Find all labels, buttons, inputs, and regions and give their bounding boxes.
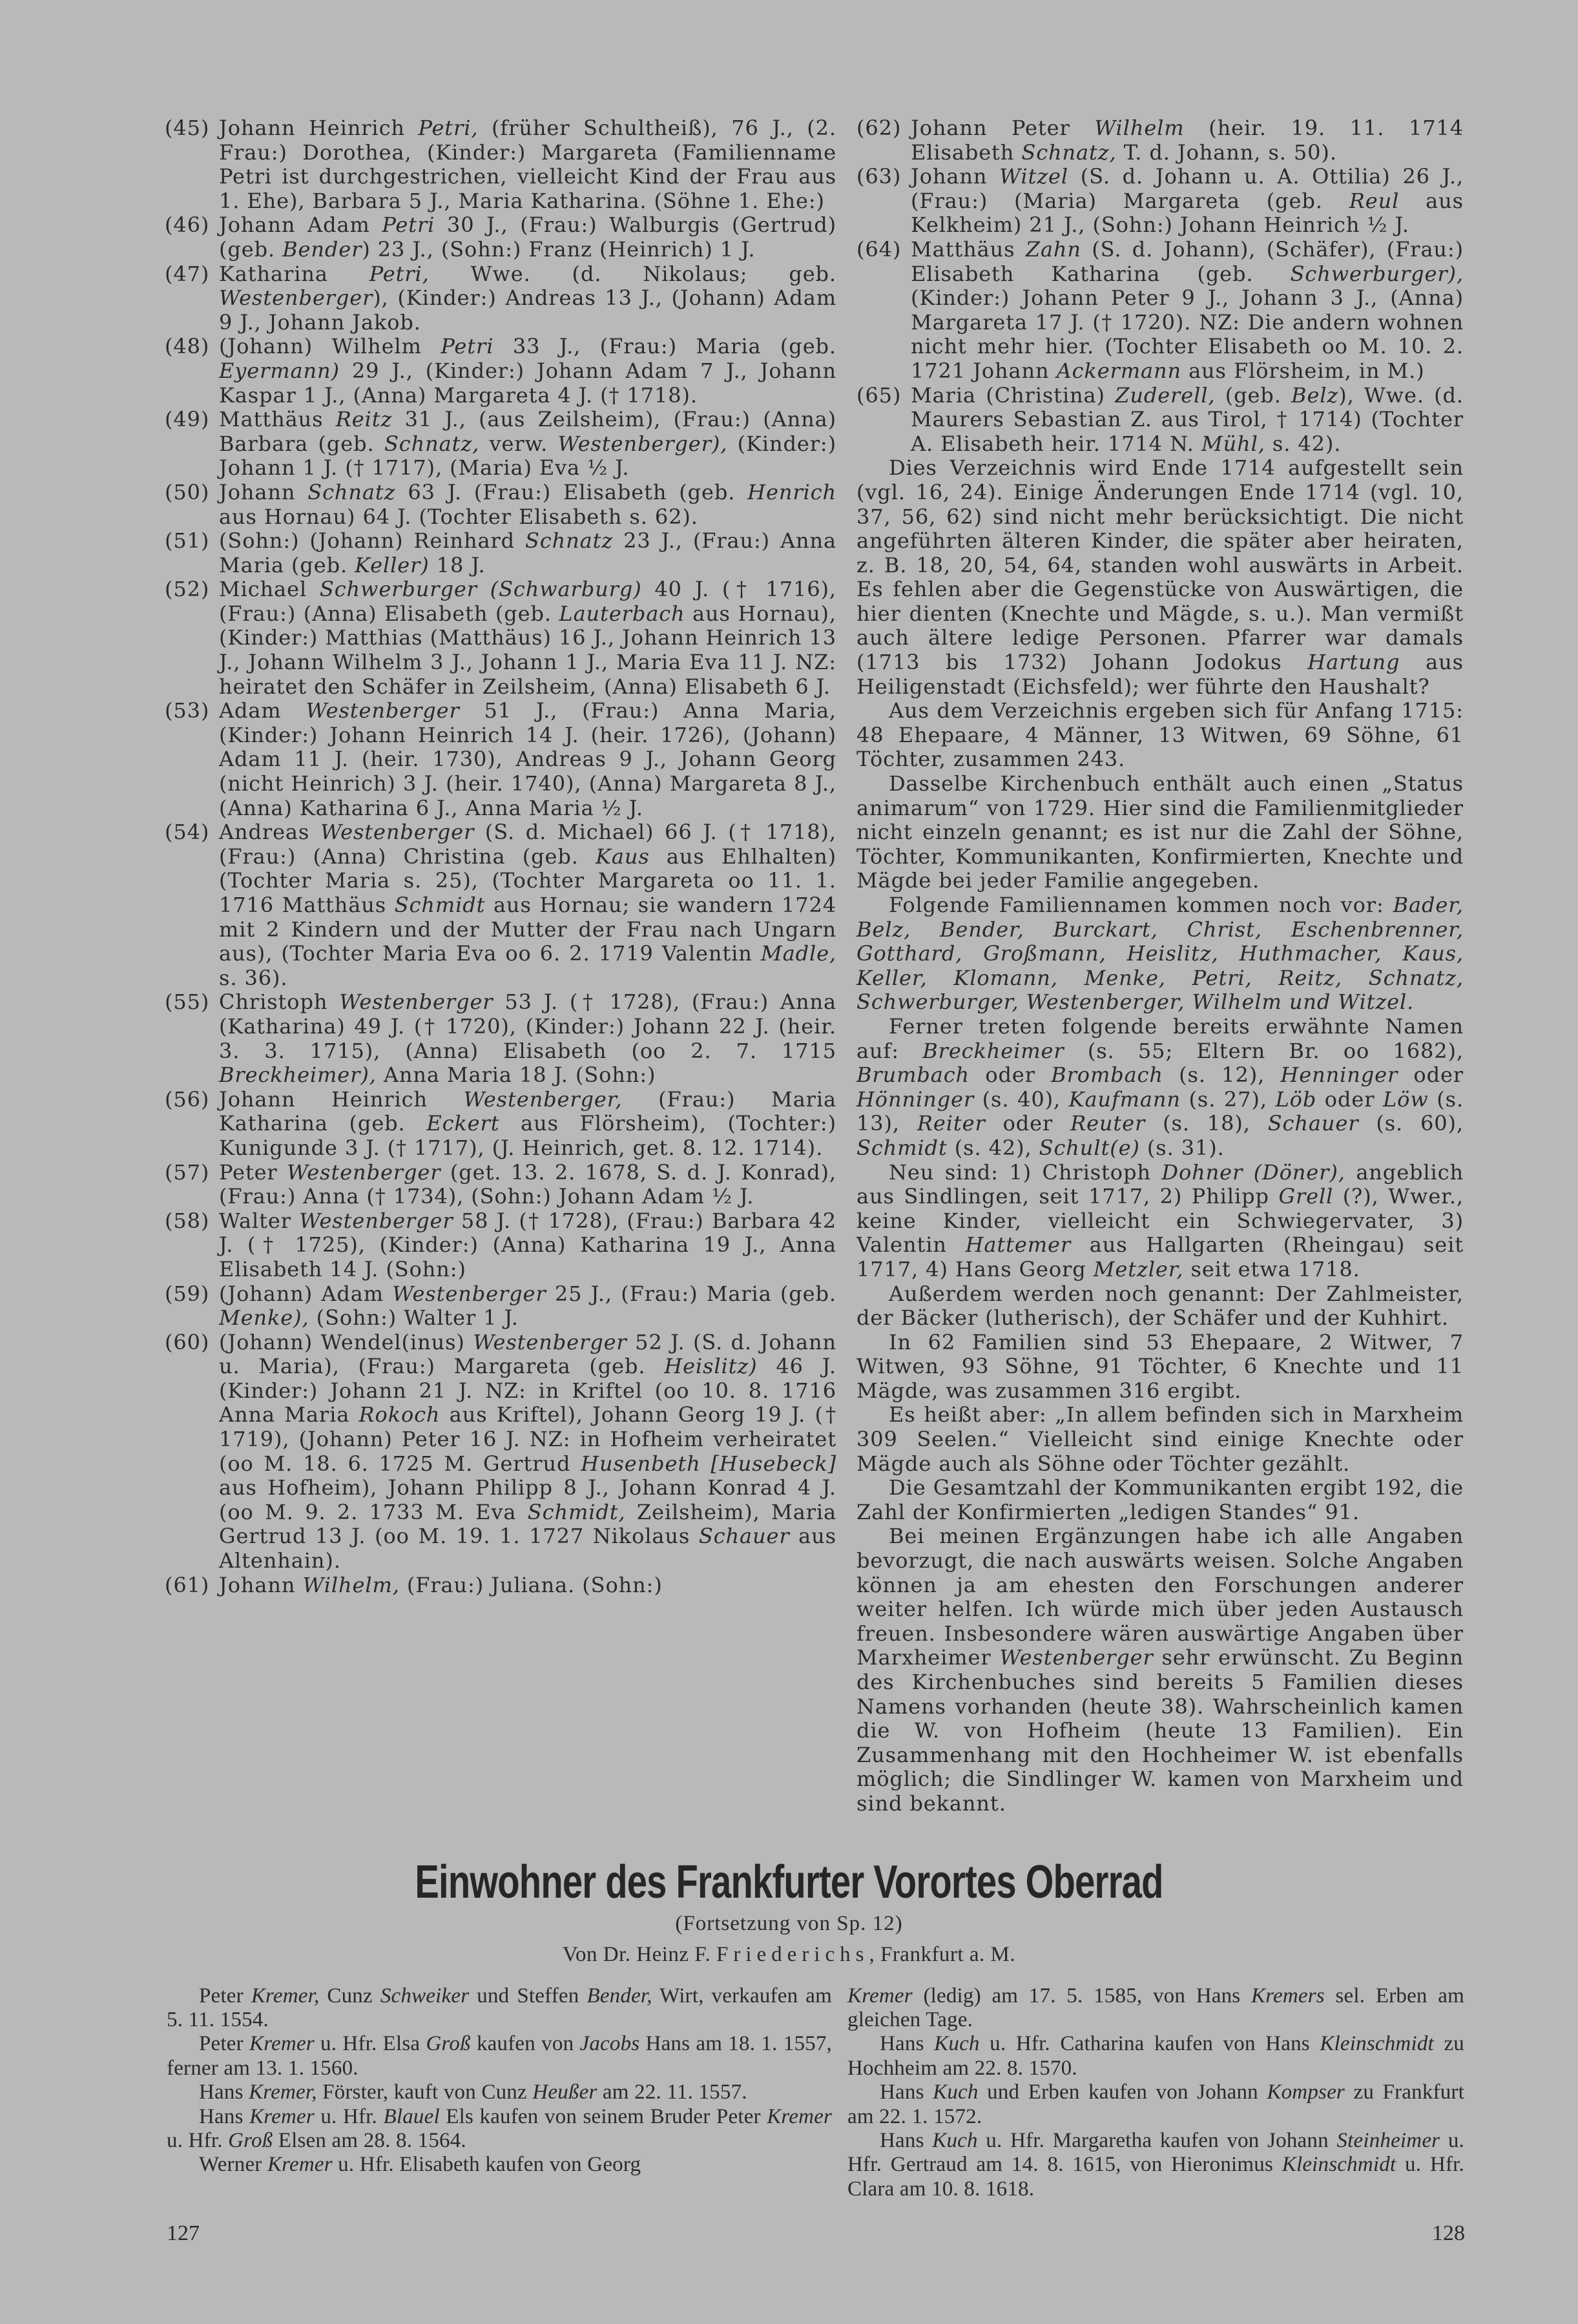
surname: Schult(e) <box>1039 1135 1140 1160</box>
surname: Mühl, <box>1201 431 1265 456</box>
surname: Löw <box>1383 1086 1429 1112</box>
text-run: Johann Peter <box>911 116 1095 140</box>
entry-number: (64) <box>856 236 902 262</box>
surname: Groß <box>426 2032 471 2056</box>
surname: Zuderell, <box>1115 382 1216 408</box>
text-run: Maria (Christina) <box>911 382 1116 408</box>
surname: Westenberger <box>320 820 475 845</box>
register-entry <box>165 116 836 213</box>
text-run: u. Hfr. Elisabeth kaufen von Georg <box>332 2153 641 2177</box>
text-run: Neu sind: 1) Christoph <box>889 1159 1162 1185</box>
author-name: Friederichs <box>716 1942 869 1966</box>
entry-number: (53) <box>165 698 210 723</box>
text-run: (s. 31). <box>1139 1135 1225 1160</box>
text-run: Hans <box>880 2080 933 2104</box>
paragraph <box>847 2080 1464 2129</box>
text-run: am 22. 11. 1557. <box>597 2080 747 2104</box>
page-number-right: 128 <box>1432 2221 1465 2246</box>
text-run: aus Kelkheim) 21 J., (Sohn:) Johann Heinrich ½ J. <box>911 188 1464 238</box>
text-run: Dasselbe Kirchenbuch enthält auch einen „Status animarum“ von 1729. Hier sind die Familienmitglieder nicht einzeln genannt; es ist nur die Zahl der Söhne, Töchter, Kommunikanten, Konfirmierten, Knechte und Mägde bei jeder Familie angegeben. <box>856 771 1464 893</box>
surname: Kremer, <box>249 2080 317 2104</box>
text-run: u. Hfr. Catharina kaufen von Hans <box>979 2032 1320 2056</box>
text-run: 40 J. († 1716), (Frau:) (Anna) Elisabeth (geb. <box>219 577 837 626</box>
text-run: aus Flörsheim), (Tochter:) Kunigunde 3 J. († 1717), (J. Heinrich, get. 8. 12. 1714). <box>219 1111 836 1160</box>
entry-number: (62) <box>856 116 902 140</box>
surname: Kremer <box>249 2032 315 2056</box>
text-run: Zeilsheim), Maria Gertrud 13 J. (oo M. 19. 1. 1727 Nikolaus <box>219 1499 837 1549</box>
text-run: Michael <box>219 577 320 602</box>
surname: Henrich <box>747 479 836 504</box>
surname: Wilhelm, <box>302 1572 400 1597</box>
register-entry <box>165 577 836 699</box>
text-run: 18 J. <box>429 552 486 577</box>
entry-number: (51) <box>165 528 210 554</box>
surname: Groß <box>228 2129 273 2152</box>
text-run: Förster, kauft von Cunz <box>317 2080 533 2104</box>
article-author <box>0 1942 1578 1967</box>
text-run: (Johann) Wendel(inus) <box>219 1329 473 1354</box>
surname: Schmidt <box>856 1135 948 1160</box>
surname: Westenberger <box>999 1645 1154 1670</box>
surname: Henninger <box>1280 1063 1398 1088</box>
surname: Westenberger <box>287 1159 441 1185</box>
surname: Schnatz <box>524 528 614 554</box>
paragraph <box>167 2080 832 2104</box>
text-run: (geb. <box>1215 382 1292 408</box>
text-run: Johann <box>219 479 308 504</box>
text-run: 30 J., (Frau:) Walburgis (Gertrud) (geb. <box>219 213 836 262</box>
text-run: Cunz <box>319 1984 380 2008</box>
surname: Eckert <box>426 1111 500 1136</box>
entry-number: (47) <box>165 261 210 286</box>
text-run: (Sohn:) Walter 1 J. <box>309 1305 519 1331</box>
text-run: ) 23 J., (Sohn:) Franz (Heinrich) 1 J. <box>362 236 756 262</box>
article-columns <box>165 1984 1464 2202</box>
surname: Westenberger <box>306 698 460 723</box>
text-run: oder <box>1316 1086 1384 1112</box>
entry-number: (57) <box>165 1159 210 1185</box>
text-run: Dies Verzeichnis wird Ende 1714 aufgestellt sein (vgl. 16, 24). Einige Änderungen Ende 1714 (vgl. 10, 37, 56, 62) sind nicht mehr berücksichtigt. Die nicht angeführten älteren Kinder, die später aber heiraten, z. B. 18, 20, 54, 64, standen wohl auswärts in Arbeit. Es fehlen aber die Gegenstücke von Auswärtigen, die hier dienten (Knechte und Mägde, s. u.). Man vermißt auch ältere ledige Personen. Pfarrer war damals (1713 bis 1732) Johann Jodokus <box>856 455 1464 675</box>
surname: Brombach <box>1051 1063 1163 1088</box>
surname: Westenberger <box>473 1329 627 1354</box>
text-run: Wirt, verkaufen am 5. 11. 1554. <box>167 1984 832 2031</box>
text-run: Johann <box>911 164 1000 189</box>
register-entry <box>165 990 836 1087</box>
text-run: (s. 13), <box>856 1086 1464 1136</box>
surname: Reuter <box>1070 1111 1146 1136</box>
text-run: s. 36). <box>219 965 288 990</box>
register-entry <box>165 1209 836 1282</box>
page-numbers <box>167 2221 1465 2246</box>
text-run: Elsen am 28. 8. 1564. <box>273 2129 466 2152</box>
text-run: (?), Wwer., keine Kinder, vielleicht ein Schwiegervater, 3) Valentin <box>856 1184 1464 1258</box>
text-run: aus Hofheim), Johann Philipp 8 J., Johann Konrad 4 J. (oo M. 9. 2. 1733 M. Eva <box>219 1475 836 1524</box>
surname: Kuch <box>932 2129 978 2152</box>
text-run: Peter <box>199 2032 250 2056</box>
text-run: (Sohn:) (Johann) Reinhard <box>219 528 525 554</box>
article-left-column <box>167 1984 832 2177</box>
entry-number: (55) <box>165 990 210 1015</box>
text-run: (Johann) Wilhelm <box>219 334 441 359</box>
text-run: (Kinder:) Johann 1 J. († 1717), (Maria) Eva ½ J. <box>219 431 836 481</box>
text-run: 23 J., (Frau:) Anna Maria (geb. <box>219 528 837 577</box>
register-entry <box>165 1573 836 1598</box>
surname: Schnatz <box>307 479 396 504</box>
entry-number: (63) <box>856 164 902 189</box>
text-run: (s. 40), <box>974 1086 1069 1112</box>
surname: Lauterbach <box>559 601 685 626</box>
text-run: seit etwa 1718. <box>1183 1256 1360 1281</box>
text-run: Johann <box>219 1572 303 1597</box>
surname: Breckheimer <box>922 1038 1064 1063</box>
text-run: 52 J. (S. d. Johann u. Maria), (Frau:) Margareta (geb. <box>219 1329 836 1379</box>
surname: Westenberger, <box>463 1086 623 1112</box>
text-run: Anna Maria 18 J. (Sohn:) <box>376 1063 656 1088</box>
text-run: Aus dem Verzeichnis ergeben sich für Anfang 1715: 48 Ehepaare, 4 Männer, 13 Witwen, 69 Söhne, 61 Töchter, zusammen 243. <box>856 698 1464 772</box>
surname: Hattemer <box>965 1232 1072 1258</box>
text-run: oder <box>970 1063 1052 1088</box>
text-run: Hans <box>199 2080 249 2104</box>
paragraph <box>847 2129 1464 2201</box>
surname: Kompser <box>1267 2080 1345 2104</box>
left-column <box>165 116 836 1597</box>
text-run: In 62 Familien sind 53 Ehepaare, 2 Witwer, 7 Witwen, 93 Söhne, 91 Töchter, 6 Knechte und 11 Mägde, was zusammen 316 ergibt. <box>856 1329 1464 1403</box>
text-run: Johann Heinrich <box>219 1086 464 1112</box>
text-run: 25 J., (Frau:) Maria (geb. <box>546 1281 836 1306</box>
author-prefix: Von Dr. Heinz F. <box>562 1942 716 1966</box>
entry-number: (59) <box>165 1281 210 1306</box>
text-run: zu Frankfurt am 22. 1. 1572. <box>847 2080 1464 2128</box>
paragraph <box>856 456 1464 699</box>
text-run: Hans <box>199 2104 250 2128</box>
entry-number: (45) <box>165 116 210 140</box>
surname: Dohner (Döner), <box>1161 1159 1345 1185</box>
text-run: Johann Heinrich <box>219 116 419 140</box>
surname: Eyermann) <box>219 358 340 383</box>
entry-number: (65) <box>856 382 902 408</box>
surname: Hartung <box>1307 650 1400 675</box>
text-run: Walter <box>219 1208 300 1233</box>
text-run: (s. 12), <box>1163 1063 1281 1088</box>
paragraph <box>856 1524 1464 1816</box>
register-entry <box>856 238 1464 384</box>
text-run: aus Hallgarten (Rheingau) seit 1717, 4) Hans Georg <box>856 1232 1464 1281</box>
text-run: (s. 42), <box>947 1135 1039 1160</box>
text-run: Adam <box>219 698 306 723</box>
surname: Westenberger <box>299 1208 453 1233</box>
article-title: Einwohner des Frankfurter Vorortes Oberrad <box>415 1856 1163 1908</box>
text-run: 46 J. (Kinder:) Johann 21 J. NZ: in Kriftel (oo 10. 8. 1716 Anna Maria <box>219 1354 837 1427</box>
surname: Kremer <box>767 2104 832 2128</box>
text-run: Andreas <box>219 820 320 845</box>
text-run: 31 J., (aus Zeilsheim), (Frau:) (Anna) Barbara (geb. <box>219 407 836 456</box>
surname: Petri <box>382 213 435 238</box>
paragraph <box>856 1403 1464 1476</box>
text-run: Hans <box>880 2129 933 2152</box>
paragraph <box>167 1984 832 2033</box>
text-run: u. Hfr. <box>167 2129 229 2152</box>
article-header <box>0 1855 1578 1967</box>
register-entry <box>165 335 836 408</box>
entry-number: (61) <box>165 1572 210 1597</box>
text-run: Wwe. (d. Nikolaus; geb. <box>429 261 837 286</box>
surname: Bader, Belz, Bender, Burckart, Christ, Eschenbrenner, Gotthard, Großmann, Heislitz, Huthmacher, Kaus, Keller, Klomann, Menke, Petri, Reitz, Schnatz, Schwerburger, Westenberger, Wilhelm und Witzel. <box>856 893 1464 1015</box>
register-entry <box>165 1282 836 1331</box>
text-run: angeblich aus Sindlingen, seit 1717, 2) Philipp <box>856 1159 1464 1209</box>
text-run: aus Heiligenstadt (Eichsfeld); wer führte den Haushalt? <box>856 650 1464 699</box>
surname: Schwerburger), <box>1290 261 1464 286</box>
surname: Rokoch <box>358 1402 441 1427</box>
surname: Grell <box>1278 1184 1334 1209</box>
surname: Kaufmann <box>1068 1086 1181 1112</box>
surname: Kuch <box>933 2080 979 2104</box>
page-number-left: 127 <box>167 2221 200 2246</box>
text-run: aus Ehlhalten) (Tochter Maria s. 25), (Tochter Margareta oo 11. 1. 1716 Matthäus <box>219 844 836 917</box>
paragraph <box>856 1282 1464 1331</box>
text-run: (Johann) Adam <box>219 1281 393 1306</box>
text-run: Hans <box>880 2032 935 2056</box>
text-run: ), (Kinder:) Andreas 13 J., (Johann) Adam 9 J., Johann Jakob. <box>219 285 836 335</box>
text-run: (s. 18), <box>1145 1111 1268 1136</box>
text-run: u. Hfr. Clara am 10. 8. 1618. <box>847 2153 1464 2201</box>
surname: Kleinschmidt <box>1320 2032 1434 2056</box>
surname: Kleinschmidt <box>1282 2153 1396 2177</box>
surname: Petri, <box>418 116 479 140</box>
text-run: Matthäus <box>911 236 1026 262</box>
register-entry <box>165 213 836 262</box>
text-run: Hans am 18. 1. 1557, ferner am 13. 1. 1560. <box>167 2032 832 2080</box>
text-run: Folgende Familiennamen kommen noch vor: <box>889 893 1393 917</box>
surname: Schauer <box>1267 1111 1359 1136</box>
text-run: (s. 55; Eltern Br. oo 1682), <box>1064 1038 1464 1063</box>
register-entry <box>165 699 836 820</box>
surname: Schnatz, <box>384 431 480 456</box>
surname: Schmidt <box>394 893 486 917</box>
text-run: zu Hochheim am 22. 8. 1570. <box>847 2032 1464 2080</box>
text-run: Peter <box>219 1159 287 1185</box>
text-run: u. Hfr. <box>314 2104 384 2128</box>
surname: Westenberger <box>219 285 373 311</box>
paragraph <box>856 893 1464 1015</box>
text-run: s. 42). <box>1265 431 1342 456</box>
surname: Petri <box>441 334 494 359</box>
text-run: (Kinder:) Johann Peter 9 J., Johann 3 J., (Anna) Margareta 17 J. († 1720). NZ: Die andern wohnen nicht mehr hier. (Tochter Elisabeth oo M. 10. 2. 1721 Johann <box>911 285 1464 383</box>
text-run: (s. 27), <box>1180 1086 1276 1112</box>
text-run: (s. 60), <box>1358 1111 1464 1136</box>
text-run: verw. <box>479 431 558 456</box>
paragraph <box>167 2105 832 2153</box>
text-run: sehr erwünscht. Zu Beginn des Kirchenbuches sind bereits 5 Familien dieses Namens vorhanden (heute 38). Wahrscheinlich kamen die W. von Hofheim (heute 13 Familien). Ein Zusammenhang mit den Hochheimer W. ist ebenfalls möglich; die Sindlinger W. kamen von Marxheim und sind bekannt. <box>856 1645 1464 1816</box>
text-run: Werner <box>199 2153 267 2177</box>
surname: Kremers <box>1251 1984 1325 2008</box>
surname: Schnatz, <box>1021 140 1117 165</box>
surname: Ackermann <box>1056 358 1181 383</box>
surname: Löb <box>1275 1086 1317 1112</box>
surname: Kremer, <box>251 1984 320 2008</box>
paragraph <box>856 1476 1464 1524</box>
text-run: (früher Schultheiß), 76 J., (2. Frau:) Dorothea, (Kinder:) Margareta (Familienname Petri ist durchgestrichen, vielleicht Kind der Frau aus 1. Ehe), Barbara 5 J., Maria Katharina. (Söhne 1. Ehe:) <box>219 116 836 213</box>
surname: Steinheimer <box>1336 2129 1440 2152</box>
surname: Kremer <box>267 2153 333 2177</box>
entry-number: (49) <box>165 407 210 432</box>
surname: Zahn <box>1025 236 1081 262</box>
text-run: Es heißt aber: „In allem befinden sich in Marxheim 309 Seelen.“ Vielleicht sind einige Knechte oder Mägde auch als Söhne oder Töchter gezählt. <box>856 1402 1464 1476</box>
article-subtitle: (Fortsetzung von Sp. 12) <box>675 1911 903 1935</box>
text-run: sel. Erben am gleichen Tage. <box>847 1984 1464 2031</box>
register-entry <box>165 529 836 577</box>
paragraph <box>856 1161 1464 1282</box>
text-run: aus Flörsheim, in M.) <box>1181 358 1425 383</box>
paragraph <box>856 1331 1464 1404</box>
text-run: Ferner treten folgende bereits erwähnte Namen auf: <box>856 1013 1464 1063</box>
surname: Heislitz) <box>664 1354 758 1379</box>
surname: Blauel <box>383 2104 440 2128</box>
surname: Schauer <box>698 1524 790 1549</box>
surname: Westenberger <box>339 990 493 1015</box>
surname: Belz <box>1291 382 1339 408</box>
text-run: (heir. 19. 11. 1714 Elisabeth <box>911 116 1464 165</box>
text-run: kaufen von <box>470 2032 580 2056</box>
paragraph <box>856 699 1464 772</box>
register-entry <box>165 1088 836 1161</box>
text-run: T. d. Johann, s. 50). <box>1116 140 1337 165</box>
text-run: und Steffen <box>469 1984 587 2008</box>
register-entry <box>165 820 836 990</box>
text-run: 63 J. (Frau:) Elisabeth (geb. <box>395 479 748 504</box>
text-run: Außerdem werden noch genannt: Der Zahlmeister, der Bäcker (lutherisch), der Schäfer und der Kuhhirt. <box>856 1281 1464 1331</box>
paragraph <box>856 1015 1464 1161</box>
text-run: (Frau:) Maria Katharina (geb. <box>219 1086 836 1136</box>
text-run: aus Hornau; sie wandern 1724 mit 2 Kindern und der Mutter der Frau nach Ungarn aus), (Tochter Maria Eva oo 6. 2. 1719 Valentin <box>219 893 836 966</box>
entry-number: (46) <box>165 213 210 238</box>
text-run: Bei meinen Ergänzungen habe ich alle Angaben bevorzugt, die nach auswärts weisen. Solche Angaben können ja am ehesten den Forschungen anderer weiter helfen. Ich würde mich über jeden Austausch freuen. Insbesondere wären auswärtige Angaben über Marxheimer <box>856 1524 1464 1670</box>
surname: Petri, <box>369 261 430 286</box>
text-run: 53 J. († 1728), (Frau:) Anna (Katharina) 49 J. († 1720), (Kinder:) Johann 22 J. (heir. 3. 3. 1715), (Anna) Elisabeth (oo 2. 7. 1715 <box>219 990 836 1063</box>
surname: Kaus <box>596 844 650 869</box>
surname: Hönninger <box>856 1086 975 1112</box>
text-run: (ledig) am 17. 5. 1585, von Hans <box>912 1984 1251 2008</box>
text-run: (S. d. Michael) 66 J. († 1718), (Frau:) (Anna) Christina (geb. <box>219 820 836 869</box>
surname: Kremer <box>847 1984 913 2008</box>
text-run: 33 J., (Frau:) Maria (geb. <box>493 334 836 359</box>
text-run: Matthäus <box>219 407 336 432</box>
register-entry <box>165 1331 836 1573</box>
register-entry <box>856 384 1464 457</box>
entry-number: (60) <box>165 1329 210 1354</box>
paragraph <box>847 2032 1464 2080</box>
article-right-column <box>847 1984 1464 2202</box>
text-run: 29 J., (Kinder:) Johann Adam 7 J., Johann Kaspar 1 J., (Anna) Margareta 4 J. († 1718). <box>219 358 836 408</box>
text-run: u. Hfr. Margaretha kaufen von Johann <box>977 2129 1337 2152</box>
surname: Reul <box>1349 188 1400 213</box>
surname: Jacobs <box>579 2032 640 2056</box>
surname: Kremer <box>249 2104 315 2128</box>
surname: Schwerburger (Schwarburg) <box>319 577 642 602</box>
text-run: (S. d. Johann u. A. Ottilia) 26 J., (Frau:) (Maria) Margareta (geb. <box>911 164 1464 213</box>
register-entry <box>165 481 836 529</box>
register-entry <box>165 1161 836 1209</box>
text-run: u. Hfr. Elsa <box>314 2032 426 2056</box>
surname: Schmidt, <box>527 1499 626 1524</box>
surname: Husenbeth [Husebeck] <box>581 1451 836 1476</box>
surname: Heußer <box>532 2080 597 2104</box>
surname: Schweiker <box>380 1984 470 2008</box>
text-run: aus Altenhain). <box>219 1524 836 1573</box>
paragraph <box>847 1984 1464 2033</box>
right-column <box>856 116 1464 1816</box>
text-run: Katharina <box>219 261 369 286</box>
register-entry <box>856 165 1464 238</box>
text-run: aus Kriftel), Johann Georg 19 J. († 1719), (Johann) Peter 16 J. NZ: in Hofheim verheiratet (oo M. 18. 6. 1725 M. Gertrud <box>219 1402 836 1476</box>
register-entry <box>165 408 836 481</box>
surname: Westenberger <box>392 1281 546 1306</box>
entry-number: (54) <box>165 820 210 845</box>
surname: Madle, <box>760 941 836 966</box>
surname: Westenberger), <box>557 431 728 456</box>
text-run: ), Wwe. (d. Maurers Sebastian Z. aus Tirol, † 1714) (Tochter A. Elisabeth heir. 1714 N. <box>911 382 1464 456</box>
text-run: (S. d. Johann), (Schäfer), (Frau:) Elisabeth Katharina (geb. <box>911 236 1464 286</box>
text-run: aus Hornau) 64 J. (Tochter Elisabeth s. 62). <box>219 504 698 529</box>
text-run: oder <box>1398 1063 1464 1088</box>
entry-number: (56) <box>165 1086 210 1112</box>
surname: Kuch <box>934 2032 980 2056</box>
surname: Brumbach <box>856 1063 970 1088</box>
surname: Wilhelm <box>1094 116 1185 140</box>
text-run: 51 J., (Frau:) Anna Maria, (Kinder:) Johann Heinrich 14 J. (heir. 1726), (Johann) Adam 11 J. (heir. 1730), Andreas 9 J., Johann Georg (nicht Heinrich) 3 J. (heir. 1740), (Anna) Margareta 8 J., (Anna) Katharina 6 J., Anna Maria ½ J. <box>219 698 836 820</box>
register-columns <box>165 116 1464 1816</box>
text-run: Els kaufen von seinem Bruder Peter <box>439 2104 767 2128</box>
text-run: u. Hfr. Gertraud am 14. 8. 1615, von Hieronimus <box>847 2129 1464 2177</box>
text-run: (get. 13. 2. 1678, S. d. J. Konrad), (Frau:) Anna († 1734), (Sohn:) Johann Adam ½ J. <box>219 1159 836 1209</box>
surname: Keller) <box>355 552 430 577</box>
text-run: Peter <box>199 1984 251 2008</box>
surname: Breckheimer), <box>219 1063 377 1088</box>
text-run: Christoph <box>219 990 340 1015</box>
author-suffix: , Frankfurt a. M. <box>869 1942 1016 1966</box>
surname: Metzler, <box>1093 1256 1184 1281</box>
text-run: Die Gesamtzahl der Kommunikanten ergibt 192, die Zahl der Konfirmierten „ledigen Standes“ 91. <box>856 1475 1464 1524</box>
register-entry <box>165 262 836 335</box>
text-run: Johann Adam <box>219 213 382 238</box>
entry-number: (58) <box>165 1208 210 1233</box>
surname: Witzel <box>999 164 1069 189</box>
surname: Bender <box>282 236 362 262</box>
paragraph <box>856 772 1464 893</box>
text-run: aus Hornau), (Kinder:) Matthias (Matthäus) 16 J., Johann Heinrich 13 J., Johann Wilhelm 3 J., Johann 1 J., Maria Eva 11 J. NZ: heiratet den Schäfer in Zeilsheim, (Anna) Elisabeth 6 J. <box>219 601 836 699</box>
text-run: und Erben kaufen von Johann <box>978 2080 1267 2104</box>
entry-number: (48) <box>165 334 210 359</box>
surname: Bender, <box>587 1984 652 2008</box>
text-run: oder <box>985 1111 1071 1136</box>
paragraph <box>167 2153 832 2177</box>
paragraph <box>167 2032 832 2080</box>
text-run: (Frau:) Juliana. (Sohn:) <box>399 1572 663 1597</box>
surname: Reiter <box>917 1111 986 1136</box>
entry-number: (50) <box>165 479 210 504</box>
text-run: 58 J. († 1728), (Frau:) Barbara 42 J. († 1725), (Kinder:) (Anna) Katharina 19 J., Anna Elisabeth 14 J. (Sohn:) <box>219 1208 836 1281</box>
surname: Reitz <box>335 407 393 432</box>
surname: Menke), <box>219 1305 309 1331</box>
register-entry <box>856 116 1464 165</box>
entry-number: (52) <box>165 577 210 602</box>
